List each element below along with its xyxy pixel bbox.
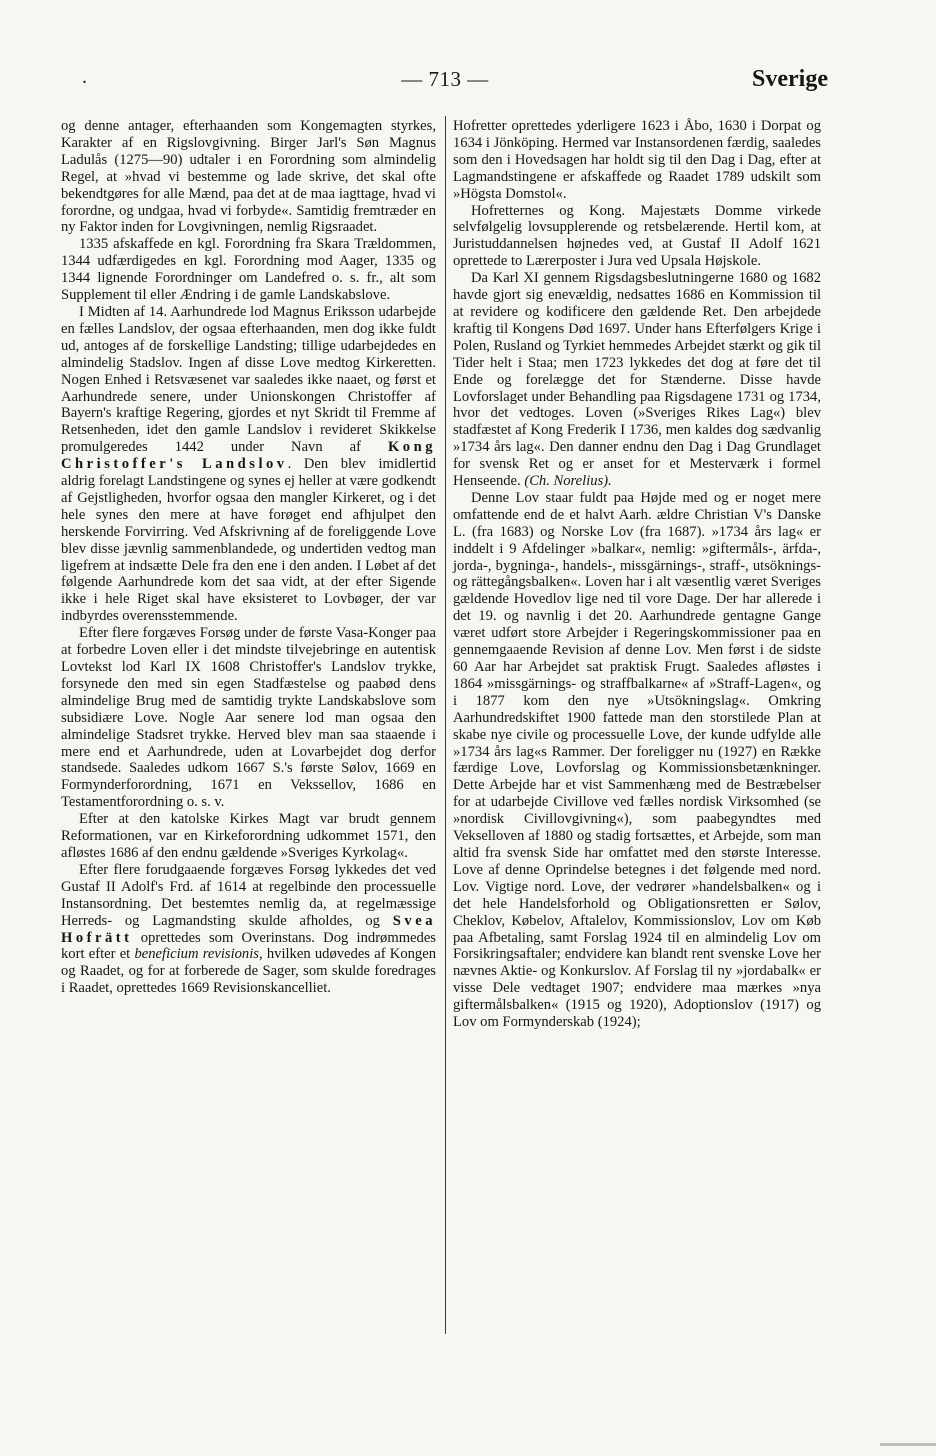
left-p6-text-mid: oprettedes som Overinstans. Dog indrømmedes kort efter et [61,929,436,963]
left-paragraph-6 [61,862,436,997]
header-dot: . [82,66,87,88]
left-paragraph-3 [61,304,436,625]
left-p6-text-before: Efter flere forudgaaende forgæves Forsøg lykkedes det ved Gustaf II Adolf's Frd. af 1614 at regelbinde den processuelle Instansordning. Det bestemtes nemlig da, at regelmæssige Herreds- og Lagmandsting skulde afholdes, og [61,861,436,929]
left-paragraph-2: 1335 afskaffede en kgl. Forordning fra Skara Trældommen, 1344 udfærdigedes en kgl. Forordning mod Aager, 1335 og 1344 lignende Forordninger om Landefred o. s. fr., alt som Supplement til eller Ændring i de gamle Landskabslove. [61,236,436,304]
running-head-country: Sverige [752,66,828,92]
left-paragraph-4: Efter flere forgæves Forsøg under de første Vasa-Konger paa at forbedre Loven eller i det mindste tilvejebringe en autentisk Lovtekst lod Karl IX 1608 Christoffer's Landslov trykke, forsynede den med sin egen Stadfæstelse og paabød dens almindelige Brug med de samtidig trykte Landskabslove som subsidiære Love. Nogle Aar senere lod man ogsaa den almindelige Stadsret trykke. Herved blev man saa staaende i mere end et Aarhundrede, uden at Lovarbejdet dog derfor standsede. Saaledes udkom 1667 S.'s første Sølov, 1669 en Formynderforordning, 1671 en Vekssellov, 1686 en Testamentforordning o. s. v. [61,625,436,811]
left-column [61,118,436,997]
landslov-title-spaced: Kong Christoffer's Landslov [61,439,436,473]
right-column [453,118,821,1031]
page-number: — 713 — [401,67,489,91]
right-paragraph-4: Denne Lov staar fuldt paa Højde med og er noget mere omfattende end de et halvt Aarh. ældre Christian V's Danske L. (fra 1683) og Norske Lov (fra 1687). »1734 års lag« er inddelt i 9 Afdelinger »balkar«, nemlig: »giftermåls-, ärfda-, jorda-, bygninga-, handels-, missgärnings-, straff-, utsöknings- og rättegångsbalken«. Loven har i alt væsentlig været Sveriges gældende Hovedlov lige ned til vore Dage. Der har allerede i det 19. og navnlig i det 20. Aarhundrede gentagne Gange været udført store Arbejder i Regeringskommissioner paa en gennemgaaende Revision af denne Lov. Men først i de sidste 60 Aar har Arbejdet sat praktisk Frugt. Saaledes afløstes i 1864 »missgärnings- og straffbalkarne« af »Straff-Lagen«, og i 1877 kom den nye »Utsökningslag«. Omkring Aarhundredskiftet 1900 fattede man den storstilede Plan at skabe nye civile og processuelle Love, der kunde udfylde alle »1734 års lag«s Rammer. Der foreligger nu (1927) en Række færdige Love, Lovforslag og Kommissionsbetænkninger. Dette Arbejde har et vist Sammenhæng med de Bestræbelser for at udarbejde Civillove ved fælles nordisk Virksomhed (se »nordisk Civillovgivning«), som paabegyndtes med Vekselloven af 1880 og stadig fortsættes, et Arbejde, som man altid fra svensk Side har omfattet med den største Interesse. Love af denne Oprindelse betegnes i det følgende med nord. Lov. Vigtige nord. Love, der vedrører »handelsbalken« og i det hele Handelsforhold og Obligationsretten er Sølov, Cheklov, Købelov, Aftalelov, Kommissionslov, Lov om Køb paa Afbetaling, samt Forslag 1924 til en almindelig Lov om Forsikringsaftaler; endvidere kan blandt rent svenske Love her nævnes Aktie- og Konkurslov. Af Forslag til ny »jordabalk« er visse Dele vedtaget 1907; endvidere maa mærkes »nya giftermålsbalken« (1915 og 1920), Adoptionslov (1917) og Lov om Formynderskab (1924); [453,489,821,1031]
scan-corner-mark [880,1443,936,1446]
right-paragraph-1: Hofretter oprettedes yderligere 1623 i Åbo, 1630 i Dorpat og 1634 i Jönköping. Hermed var Instansordenen færdig, saaledes som den i Hovedsagen har holdt sig til den Dag i Dag, efter at Lagmandstingene er afskaffede og Raadet 1789 udskilt som »Högsta Domstol«. [453,118,821,202]
right-paragraph-3 [453,270,821,490]
right-paragraph-2: Hofretternes og Kong. Majestæts Domme virkede selvfølgelig lovsupplerende og retsbelærende. Hertil kom, at Juristuddannelsen højnedes ved, at Gustaf II Adolf 1621 oprettede to Lærerposter i Jura ved Upsala Højskole. [453,202,821,270]
svea-hofratt-spaced: Svea Hofrätt [61,912,436,946]
right-p3-text: Da Karl XI gennem Rigsdagsbeslutningerne 1680 og 1682 havde gjort sig enevældig, nedsattes 1686 en Kommission til at revidere og kodificere den gældende Ret. Den arbejdede kraftig til Kongens Død 1697. Under hans Efterfølgers Krige i Polen, Rusland og Tyrkiet hemmedes Arbejdet stærkt og gik til Tider helt i Staa; men 1723 lykkedes det dog at føre det til Ende og forelægge det for Stænderne. Disse havde Lovforslaget under Behandling paa Rigsdagene 1731 og 1734, hvor det vedtoges. Loven (»Sveriges Rikes Lag«) blev stadfæstet af Kong Frederik I 1736, men kaldes dog sædvanlig »1734 års lag«. Den danner endnu den Dag i Dag Grundlaget for svensk Ret og er anset for et Mesterværk i formel Henseende. [453,270,821,490]
page-header [60,64,830,100]
beneficium-revisionis-italic: beneficium revisionis [134,946,259,963]
left-p6-text-after: , hvilken udøvedes af Kongen og Raadet, og for at forberede de Sager, som skulde foredrages i Raadet, oprettedes 1669 Revisionskancelliet. [61,946,436,997]
left-p3-text-before: I Midten af 14. Aarhundrede lod Magnus Eriksson udarbejde en fælles Landslov, der ogsaa efterhaanden, men dog ikke fuldt ud, antoges af de forskellige Landsting; tillige udarbejdedes en almindelig Stadslov. Ingen af disse Love medtog Kirkeretten. Nogen Enhed i Retsvæsenet var saaledes ikke naaet, og først et Aarhundrede senere, under Unionskongen Christoffer af Bayern's kraftige Regering, gjordes et nyt Skridt til Fremme af Retsenheden, idet den gamle Landslov i revideret Skikkelse promulgeredes 1442 under Navn af [61,303,436,456]
left-paragraph-1: og denne antager, efterhaanden som Kongemagten styrkes, Karakter af en Rigslovgivning. Birger Jarl's Søn Magnus Ladulås (1275—90) udtaler i en Forordning som almindelig Regel, at »hvad vi bestemme og lade skrive, det skal ofte bekendtgøres for alle Mænd, paa det at de maa iagttage, hvad vi forordne, og undgaa, hvad vi forbyde«. Samtidig fremtræder en ny Faktor inden for Lovgivningen, nemlig Rigsraadet. [61,118,436,236]
left-p3-text-after: . Den blev imidlertid aldrig forelagt Landstingene og synes ej heller at være godkendt af Gejstligheden, hvorfor ogsaa den mangler Kirkeret, og i det hele synes den mere at have forøget end afhjulpet den herskende Forvirring. Ved Afskrivning af de foreliggende Love blev disse jævnlig sammenblandede, og undertiden vedtog man ligefrem at indsætte Dele fra den ene i den anden. I Løbet af det følgende Aarhundrede kom det saa vidt, at der efter Sigende ikke i hele Riget skal have eksisteret to Lovbøger, der var indbyrdes overensstemmende. [61,456,436,625]
author-signature: (Ch. Norelius). [524,473,612,490]
left-paragraph-5: Efter at den katolske Kirkes Magt var brudt gennem Reformationen, var en Kirkeforordning udkommet 1571, den afløstes 1686 af den endnu gældende »Sveriges Kyrkolag«. [61,811,436,861]
column-divider [445,116,446,1334]
